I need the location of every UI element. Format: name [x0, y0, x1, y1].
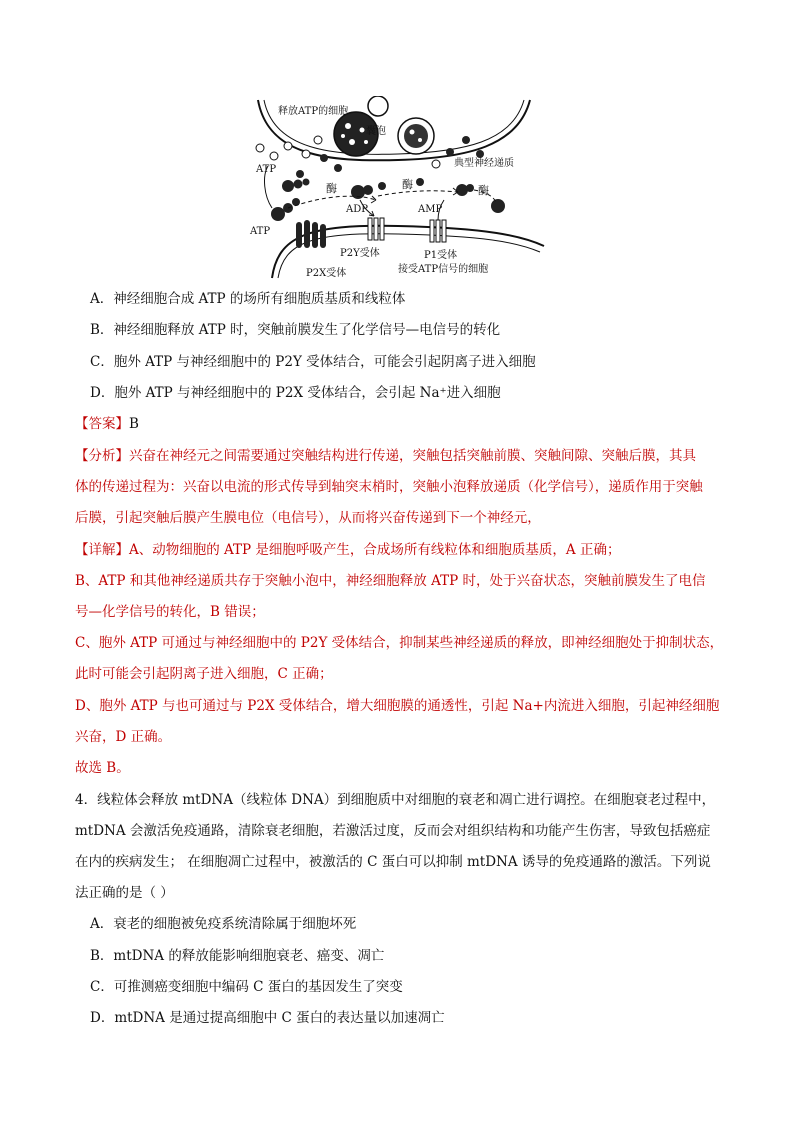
adp-label: ADP	[346, 204, 368, 215]
q4-stem-line-2: mtDNA 会激活免疫通路，清除衰老细胞，若激活过度，反而会对组织结构和功能产生伤害，导致包括癌症	[75, 823, 711, 839]
detail-line-c1: C、胞外 ATP 可通过与神经细胞中的 P2Y 受体结合，抑制某些神经递质的释放，即神经细胞处于抑制状态，	[75, 635, 724, 651]
q4-option-d: D．mtDNA 是通过提高细胞中 C 蛋白的表达量以加速凋亡	[90, 1010, 445, 1026]
p2x-receptor	[296, 220, 326, 248]
vesicle-small	[368, 96, 388, 116]
q3-option-a: A．神经细胞合成 ATP 的场所有细胞质基质和线粒体	[90, 291, 406, 307]
detail-line-d1: D、胞外 ATP 与也可通过与 P2X 受体结合，增大细胞膜的通透性，引起 Na+内流进入细胞，引起神经细胞	[75, 698, 720, 714]
vesicle-label: 囊泡	[366, 126, 386, 137]
detail-line-a: 【详解】A、动物细胞的 ATP 是细胞呼吸产生，合成场所有线粒体和细胞质基质，A 正确；	[75, 542, 621, 558]
q4-stem-line-1: 4．线粒体会释放 mtDNA（线粒体 DNA）到细胞质中对细胞的衰老和凋亡进行调控。在细胞衰老过程中，	[75, 792, 716, 808]
detail-line-b1: B、ATP 和其他神经递质共存于突触小泡中，神经细胞释放 ATP 时，处于兴奋状态，突触前膜发生了电信	[75, 573, 706, 589]
detail-line-c2: 此时可能会引起阴离子进入细胞，C 正确；	[75, 666, 333, 682]
enzyme-label-2: 酶	[402, 178, 413, 191]
answer-line	[75, 414, 139, 434]
detail-line-d2: 兴奋，D 正确。	[75, 729, 172, 745]
answer-tag: 【答案】	[75, 416, 129, 432]
detail-conclusion: 故选 B。	[75, 760, 130, 776]
analysis-line-2: 体的传递过程为：兴奋以电流的形式传导到轴突末梢时，突触小泡释放递质（化学信号），递质作用于突触	[75, 479, 703, 495]
q3-option-d: D．胞外 ATP 与神经细胞中的 P2X 受体结合，会引起 Na⁺进入细胞	[90, 385, 501, 401]
amp-label: AMP	[418, 204, 443, 215]
p1-receptor	[430, 220, 446, 242]
analysis-line-1: 【分析】兴奋在神经元之间需要通过突触结构进行传递，突触包括突触前膜、突触间隙、突触后膜，其具	[75, 448, 696, 464]
q4-stem-line-3: 在内的疾病发生； 在细胞凋亡过程中，被激活的 C 蛋白可以抑制 mtDNA 诱导的免疫通路的激活。下列说	[75, 854, 711, 870]
receive-cell-label: 接受ATP信号的细胞	[398, 264, 489, 275]
p2x-label: P2X受体	[306, 268, 347, 279]
atp-signaling-diagram	[248, 96, 548, 280]
p2y-receptor	[368, 218, 384, 240]
atp-top-label: ATP	[256, 164, 277, 175]
detail-line-b2: 号—化学信号的转化，B 错误；	[75, 604, 265, 620]
q4-option-a: A．衰老的细胞被免疫系统清除属于细胞坏死	[90, 916, 357, 932]
q4-stem-line-4: 法正确的是（ ）	[75, 885, 174, 901]
analysis-line-3: 后膜，引起突触后膜产生膜电位（电信号），从而将兴奋传递到下一个神经元，	[75, 510, 541, 526]
analysis-tag: 【分析】	[75, 448, 129, 464]
q3-option-b: B．神经细胞释放 ATP 时，突触前膜发生了化学信号—电信号的转化	[90, 322, 501, 338]
enzyme-label-3: 酶	[478, 184, 489, 197]
release-cell-label: 释放ATP的细胞	[278, 106, 349, 117]
p1-label: P1受体	[424, 250, 458, 261]
answer-value: B	[129, 416, 139, 432]
q4-option-c: C．可推测癌变细胞中编码 C 蛋白的基因发生了突变	[90, 979, 403, 995]
q3-option-c: C．胞外 ATP 与神经细胞中的 P2Y 受体结合，可能会引起阴离子进入细胞	[90, 354, 536, 370]
atp-left-label: ATP	[250, 226, 271, 237]
enzyme-label-1: 酶	[326, 182, 337, 195]
p2y-label: P2Y受体	[340, 248, 380, 259]
typical-transmitter-label: 典型神经递质	[454, 158, 514, 169]
detail-tag: 【详解】	[75, 542, 129, 558]
q4-option-b: B．mtDNA 的释放能影响细胞衰老、癌变、凋亡	[90, 948, 385, 964]
